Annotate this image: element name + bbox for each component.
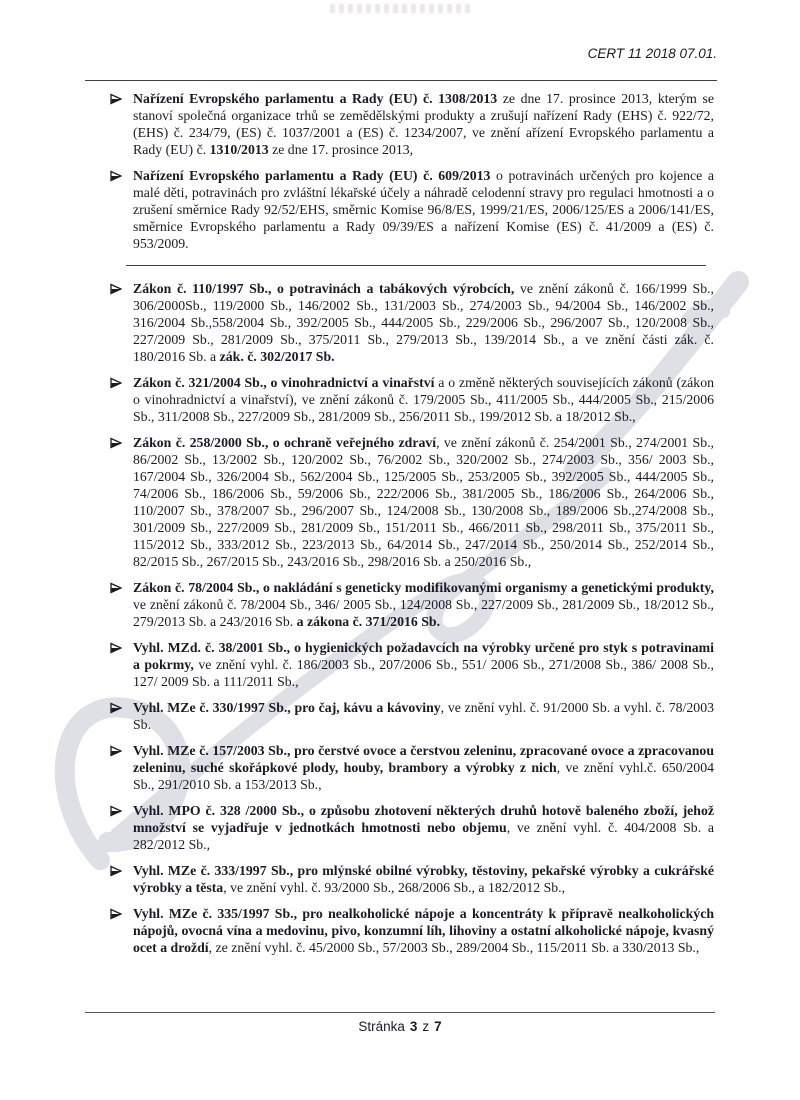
arrow-bullet-icon <box>110 639 124 690</box>
list-item <box>110 90 714 158</box>
law-title-bold: 1310/2013 <box>209 142 269 157</box>
legal-reference-text <box>133 862 714 896</box>
list-item <box>110 742 714 793</box>
law-amendments-text: ve znění zákonů č. 78/2004 Sb., 346/ 2005 Sb., 124/2008 Sb., 227/2009 Sb., 281/2009 Sb., 18/2012 Sb., 279/2013 Sb. a 243/2016 Sb. <box>133 597 714 629</box>
law-title-bold: Nařízení Evropského parlamentu a Rady (EU) č. 609/2013 <box>133 168 491 183</box>
law-title-bold: Zákon č. 321/2004 Sb., o vinohradnictví a vinařství <box>133 375 435 390</box>
arrow-bullet-icon <box>110 579 124 630</box>
law-amendments-text: ve znění zákonů č. 166/1999 Sb., 306/2000Sb., 119/2000 Sb., 146/2002 Sb., 131/2003 Sb., 274/2003 Sb., 94/2004 Sb., 146/2002 Sb., 316/2004 Sb.,558/2004 Sb., 392/2005 Sb., 444/2005 Sb., 229/2006 Sb., 296/2007 Sb., 120/2008 Sb., 227/2009 Sb., 281/2009 Sb., 375/2011 Sb., 279/2013 Sb., 139/2014 Sb., a ve znění části zák. č. 180/2016 Sb. a <box>133 281 714 364</box>
arrow-bullet-icon <box>110 90 124 158</box>
legal-reference-text <box>133 280 714 365</box>
law-amendments-text: , ve znění vyhl. č. 404/2008 Sb. a 282/2012 Sb., <box>133 820 714 852</box>
law-title-bold: Nařízení Evropského parlamentu a Rady (EU) č. 1308/2013 <box>133 91 498 106</box>
scan-artifact <box>330 4 470 13</box>
legal-reference-text <box>133 742 714 793</box>
section-divider <box>126 265 706 266</box>
arrow-bullet-icon <box>110 374 124 425</box>
law-amendments-text: , ze znění vyhl. č. 45/2000 Sb., 57/2003 Sb., 289/2004 Sb., 115/2011 Sb. a 330/2013 Sb., <box>208 940 700 955</box>
legal-reference-text <box>133 905 714 956</box>
arrow-bullet-icon <box>110 905 124 956</box>
list-item <box>110 802 714 853</box>
law-title-bold: zák. č. 302/2017 Sb. <box>219 349 335 364</box>
legal-reference-text <box>133 699 714 733</box>
legal-reference-text <box>133 90 714 158</box>
law-title-bold: Vyhl. MZd. č. 38/2001 Sb., o hygienických požadavcích na výrobky určené pro styk s potravinami a pokrmy, <box>133 640 714 672</box>
list-item <box>110 905 714 956</box>
law-title-bold: Vyhl. MZe č. 333/1997 Sb., pro mlýnské obilné výrobky, těstoviny, pekařské výrobky a cukrářské výrobky a těsta <box>133 863 714 895</box>
arrow-bullet-icon <box>110 802 124 853</box>
list-item <box>110 699 714 733</box>
list-item <box>110 862 714 896</box>
arrow-bullet-icon <box>110 280 124 365</box>
law-title-bold: Vyhl. MPO č. 328 /2000 Sb., o způsobu zhotovení některých druhů hotově baleného zboží, jehož množství se vyjadřuje v jednotkách hmotnosti nebo objemu <box>133 803 714 835</box>
law-amendments-text: ze dne 17. prosince 2013, kterým se stanoví společná organizace trhů se zemědělskými produkty a zrušují nařízení Rady (EHS) č. 922/72, (EHS) č. 234/79, (ES) č. 1037/2001 a (ES) č. 1234/2007, ve znění ařízení Evropského parlamentu a Rady (EU) č. <box>133 91 714 157</box>
legal-reference-text <box>133 167 714 252</box>
arrow-bullet-icon <box>110 167 124 252</box>
legal-reference-text <box>133 639 714 690</box>
law-amendments-text: ve znění vyhl. č. 186/2003 Sb., 207/2006 Sb., 551/ 2006 Sb., 271/2008 Sb., 386/ 2008 Sb., 127/ 2009 Sb. a 111/2011 Sb., <box>133 657 715 689</box>
footer-total-pages: 7 <box>434 1019 442 1034</box>
legal-reference-text <box>133 434 714 570</box>
legislation-list-eu <box>110 90 714 252</box>
legal-reference-text <box>133 802 714 853</box>
law-title-bold: Vyhl. MZe č. 330/1997 Sb., pro čaj, kávu a kávoviny <box>133 700 441 715</box>
arrow-bullet-icon <box>110 434 124 570</box>
list-item <box>110 280 714 365</box>
list-item <box>110 434 714 570</box>
law-title-bold: a zákona č. 371/2016 Sb. <box>293 614 441 629</box>
document-code: CERT 11 2018 07.01. <box>587 46 717 61</box>
law-title-bold: Zákon č. 78/2004 Sb., o nakládání s geneticky modifikovanými organismy a genetickými produkty, <box>133 580 714 595</box>
arrow-bullet-icon <box>110 862 124 896</box>
law-title-bold: Vyhl. MZe č. 157/2003 Sb., pro čerstvé ovoce a čerstvou zeleninu, zpracované ovoce a zpracovanou zeleninu, suché skořápkové plody, houby, brambory a výrobky z nich <box>133 743 714 775</box>
list-item <box>110 167 714 252</box>
legal-reference-text <box>133 579 714 630</box>
legal-reference-text <box>133 374 714 425</box>
law-amendments-text: o potravinách určených pro kojence a malé děti, potravinách pro zvláštní lékařské účely a náhradě celodenní stravy pro regulaci hmotnosti a o zrušení směrnice Rady 92/52/EHS, směrnic Komise 96/8/ES, 1999/21/ES, 2006/125/ES a 2006/141/ES, směrnice Evropského parlamentu a Rady 09/39/ES a nařízení Komise (ES) č. 41/2009 a (ES) č. 953/2009. <box>133 168 714 251</box>
arrow-bullet-icon <box>110 699 124 733</box>
legislation-list-national <box>110 280 714 956</box>
law-amendments-text: , ve znění zákonů č. 254/2001 Sb., 274/2001 Sb., 86/2002 Sb., 13/2002 Sb., 120/2002 Sb., 76/2002 Sb., 320/2002 Sb., 274/2003 Sb., 356/ 2003 Sb., 167/2004 Sb., 326/2004 Sb., 562/2004 Sb., 125/2005 Sb., 253/2005 Sb., 392/2005 Sb., 444/2005 Sb., 74/2006 Sb., 186/2006 Sb., 59/2006 Sb., 222/2006 Sb., 381/2005 Sb., 186/2006 Sb., 264/2006 Sb., 110/2007 Sb., 378/2007 Sb., 296/2007 Sb., 124/2008 Sb., 130/2008 Sb., 189/2006 Sb.,274/2008 Sb., 301/2009 Sb., 227/2009 Sb., 281/2009 Sb., 151/2011 Sb., 466/2011 Sb., 298/2011 Sb., 375/2011 Sb., 115/2012 Sb., 333/2012 Sb., 223/2013 Sb., 64/2014 Sb., 247/2014 Sb., 250/2014 Sb., 252/2014 Sb., 82/2015 Sb., 267/2015 Sb., 243/2016 Sb., 298/2016 Sb. a 250/2016 Sb., <box>133 435 714 569</box>
list-item <box>110 579 714 630</box>
document-body <box>110 90 714 965</box>
footer-of-label: z <box>422 1019 430 1034</box>
list-item <box>110 374 714 425</box>
law-amendments-text: ze dne 17. prosince 2013, <box>268 142 414 157</box>
arrow-bullet-icon <box>110 742 124 793</box>
law-title-bold: Vyhl. MZe č. 335/1997 Sb., pro nealkoholické nápoje a koncentráty k přípravě nealkoholických nápojů, ovocná vína a medovinu, pivo, konzumní líh, lihoviny a ostatní alkoholické nápoje, kvasný ocet a droždí <box>133 906 714 955</box>
law-amendments-text: a o změně některých souvisejících zákonů (zákon o vinohradnictví a vinařství), ve znění zákonů č. 179/2005 Sb., 411/2005 Sb., 444/2005 Sb., 215/2006 Sb., 311/2008 Sb., 227/2009 Sb., 281/2009 Sb., 256/2011 Sb., 199/2012 Sb. a 18/2012 Sb., <box>133 375 714 424</box>
law-title-bold: Zákon č. 258/2000 Sb., o ochraně veřejného zdraví <box>133 435 437 450</box>
footer-page-number: 3 <box>409 1019 418 1034</box>
header-rule <box>85 80 717 81</box>
law-amendments-text: , ve znění vyhl. č. 93/2000 Sb., 268/2006 Sb., a 182/2012 Sb., <box>223 880 566 895</box>
law-title-bold: Zákon č. 110/1997 Sb., o potravinách a tabákových výrobcích, <box>133 281 515 296</box>
law-amendments-text: , ve znění vyhl. č. 91/2000 Sb. a vyhl. č. 78/2003 Sb. <box>133 700 714 732</box>
list-item <box>110 639 714 690</box>
law-amendments-text: , ve znění vyhl.č. 650/2004 Sb., 291/2010 Sb. a 153/2013 Sb., <box>133 760 714 792</box>
footer-label: Stránka <box>358 1019 405 1034</box>
page-footer <box>0 1019 800 1034</box>
footer-rule <box>85 1012 715 1013</box>
